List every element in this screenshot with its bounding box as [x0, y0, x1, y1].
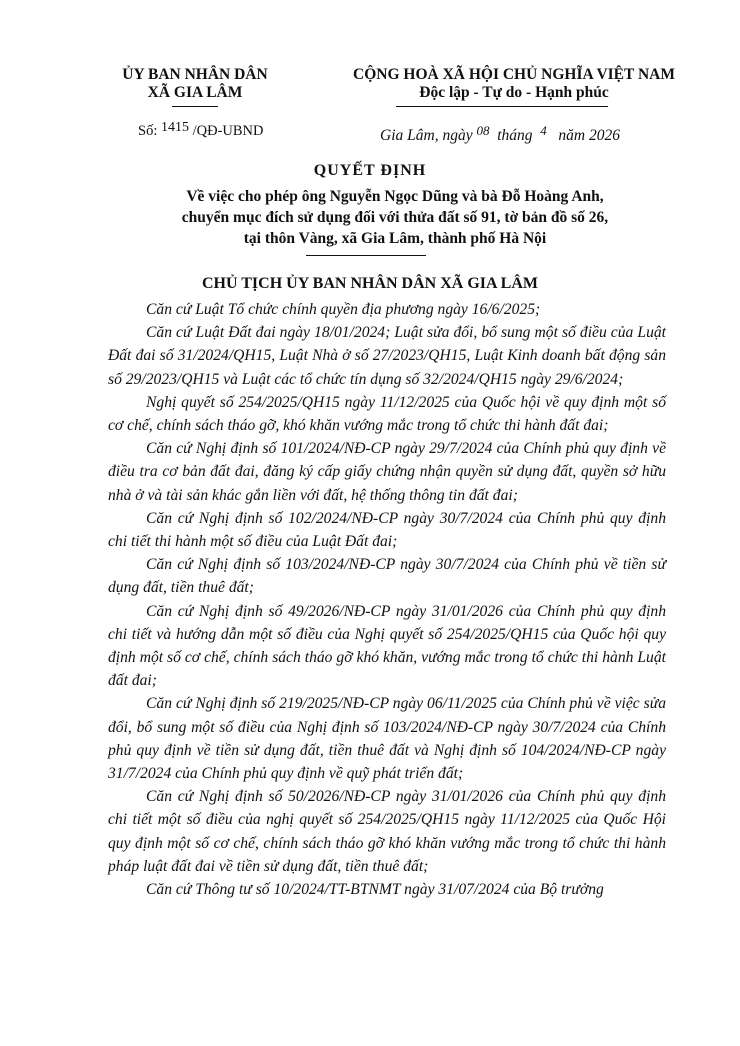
legal-basis-paragraph: Căn cứ Luật Tổ chức chính quyền địa phương ngày 16/6/2025;	[146, 301, 541, 318]
document-number	[138, 120, 264, 140]
legal-basis-paragraph: Căn cứ Nghị định số 50/2026/NĐ-CP ngày 31/01/2026 của Chính phủ quy định chi tiết một số điều của nghị quyết số 254/2025/QH15 ngày 11/12/2025 của Quốc Hội quy định một số cơ chế, chính sách tháo gỡ khó khăn vướng mắc trong tổ chức thi hành pháp luật đất đai về tiền sử dụng đất, tiền thuê đất;	[108, 788, 666, 875]
legal-basis-paragraph: Căn cứ Thông tư số 10/2024/TT-BTNMT ngày 31/07/2024 của Bộ trưởng	[146, 881, 604, 899]
legal-basis-paragraph: Nghị quyết số 254/2025/QH15 ngày 11/12/2025 của Quốc hội về quy định một số cơ chế, chính sách tháo gỡ, khó khăn vướng mắc trong tổ chức thi hành đất đai;	[108, 393, 666, 435]
legal-basis-paragraph: Căn cứ Nghị định số 103/2024/NĐ-CP ngày 30/7/2024 của Chính phủ về tiền sử dụng đất, tiền thuê đất;	[108, 556, 666, 597]
subject-line-1: Về việc cho phép ông Nguyễn Ngọc Dũng và bà Đỗ Hoàng Anh,	[186, 188, 604, 205]
doc-number-value: 1415	[160, 120, 189, 135]
legal-basis-paragraph: Căn cứ Nghị định số 49/2026/NĐ-CP ngày 31/01/2026 của Chính phủ quy định chi tiết và hướng dẫn một số điều của Nghị quyết số 254/2025/QH15 của Quốc hội quy định một số cơ chế, chính sách tháo gỡ khó khăn, vướng mắc trong tổ chức thi hành Luật đất đai;	[108, 602, 666, 690]
legal-bases	[108, 298, 666, 901]
agency-underline	[172, 106, 218, 107]
issue-date	[380, 123, 620, 145]
subject-line-3: tại thôn Vàng, xã Gia Lâm, thành phố Hà Nội	[243, 230, 547, 247]
date-day: 08	[476, 123, 490, 138]
agency-line-2: XÃ GIA LÂM	[147, 84, 243, 101]
legal-basis-paragraph: Căn cứ Nghị định số 102/2024/NĐ-CP ngày 30/7/2024 của Chính phủ quy định chi tiết thi hành một số điều của Luật Đất đai;	[108, 509, 666, 551]
doc-number-prefix: Số:	[138, 123, 158, 139]
issuing-agency	[100, 66, 290, 102]
motto: Độc lập - Tự do - Hạnh phúc	[419, 84, 609, 101]
subject-line-2: chuyển mục đích sử dụng đối với thửa đất số 91, tờ bản đồ số 26,	[181, 209, 609, 226]
document-subject	[100, 186, 690, 249]
issuing-authority: CHỦ TỊCH ỦY BAN NHÂN DÂN XÃ GIA LÂM	[201, 275, 538, 292]
date-month-label: tháng	[497, 127, 533, 144]
legal-basis-paragraph: Căn cứ Nghị định số 101/2024/NĐ-CP ngày 29/7/2024 của Chính phủ quy định về điều tra cơ bản đất đai, đăng ký cấp giấy chứng nhận quyền sử dụng đất, quyền sở hữu nhà ở và tài sản khác gắn liền với đất, hệ thống thông tin đất đai;	[108, 440, 666, 504]
motto-underline	[396, 106, 608, 107]
national-motto	[318, 66, 710, 102]
date-year: năm 2026	[558, 127, 620, 144]
legal-basis-paragraph: Căn cứ Nghị định số 219/2025/NĐ-CP ngày 06/11/2025 của Chính phủ về việc sửa đổi, bổ sung một số điều của Nghị định số 103/2024/NĐ-CP ngày 30/7/2024 của Chính phủ quy định về tiền sử dụng đất, tiền thuê đất và Nghị định số 104/2024/NĐ-CP ngày 31/7/2024 của Chính phủ quy định về quỹ phát triển đất;	[108, 695, 666, 783]
date-place: Gia Lâm, ngày	[380, 127, 473, 144]
country-name: CỘNG HOÀ XÃ HỘI CHỦ NGHĨA VIỆT NAM	[353, 66, 675, 83]
subject-underline	[306, 255, 426, 256]
legal-basis-paragraph: Căn cứ Luật Đất đai ngày 18/01/2024; Luật sửa đổi, bổ sung một số điều của Luật Đất đai số 31/2024/QH15, Luật Nhà ở số 27/2023/QH15, Luật Kinh doanh bất động sản số 29/2023/QH15 và Luật các tổ chức tín dụng số 32/2024/QH15 ngày 29/6/2024;	[108, 324, 666, 388]
doc-number-suffix: /QĐ-UBND	[192, 123, 264, 139]
date-month: 4	[540, 123, 547, 138]
agency-line-1: ỦY BAN NHÂN DÂN	[122, 66, 268, 83]
document-title: QUYẾT ĐỊNH	[313, 162, 427, 179]
